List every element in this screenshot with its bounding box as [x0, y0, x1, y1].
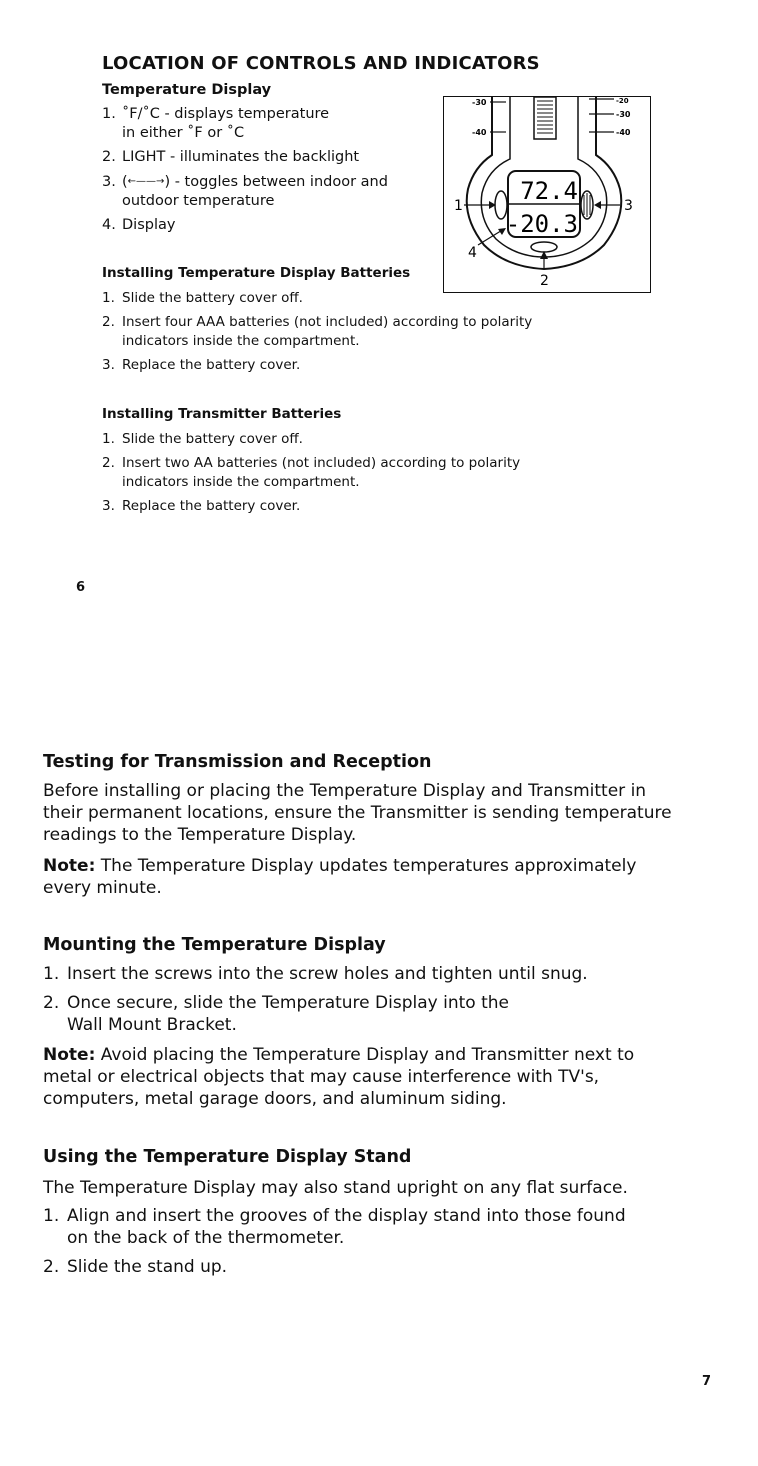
list-item: 1. Slide the battery cover off.	[102, 431, 303, 447]
stand-heading: Using the Temperature Display Stand	[43, 1147, 412, 1167]
testing-body: Before installing or placing the Temperature Display and Transmitter in their permanent locations, ensure the Transmitter is sending temperature readings to the Temperature Display.	[43, 781, 672, 845]
callout-1: 1	[454, 198, 463, 214]
testing-note: Note: The Temperature Display updates temperatures approximately every minute.	[43, 856, 637, 898]
thermometer-illustration	[444, 97, 650, 292]
page-title: LOCATION OF CONTROLS AND INDICATORS	[102, 53, 540, 74]
callout-2: 2	[540, 273, 549, 289]
mounting-note: Note: Avoid placing the Temperature Display and Transmitter next to metal or electrical objects that may cause interference with TV's, computers, metal garage doors, and aluminum siding.	[43, 1045, 635, 1109]
list-item: 4. Display	[102, 217, 176, 233]
mounting-heading: Mounting the Temperature Display	[43, 935, 386, 955]
scale-left-label: -30	[472, 98, 487, 107]
temp-display-list	[102, 105, 442, 235]
toggle-arrow-icon: ←——→	[127, 176, 165, 187]
list-item: 1. Insert the screws into the screw holes and tighten until snug.	[43, 964, 588, 984]
list-item: 1. ˚F/˚C - displays temperature in either ˚F or ˚C	[102, 106, 330, 141]
lcd-top-reading: 72.4	[520, 177, 578, 205]
list-item: 2. LIGHT - illuminates the backlight	[102, 149, 360, 165]
list-item: 3. Replace the battery cover.	[102, 357, 301, 373]
lcd-bottom-reading: -20.3	[505, 210, 578, 238]
thermometer-figure	[443, 96, 651, 293]
stand-body: The Temperature Display may also stand upright on any flat surface.	[43, 1178, 628, 1198]
list-item: 2. Slide the stand up.	[43, 1257, 228, 1277]
callout-4: 4	[468, 245, 477, 261]
scale-right-label: -40	[616, 128, 631, 137]
list-item: 3. Replace the battery cover.	[102, 498, 301, 514]
list-item: 3. (←——→) - toggles between indoor and outdoor temperature	[102, 174, 388, 209]
list-item: 1. Slide the battery cover off.	[102, 290, 303, 306]
list-item: 2. Insert four AAA batteries (not included) according to polarity indicators inside the compartment.	[102, 314, 533, 349]
page-number: 6	[76, 580, 86, 595]
testing-heading: Testing for Transmission and Reception	[43, 752, 432, 772]
callout-3: 3	[624, 198, 633, 214]
note-label: Note:	[43, 856, 96, 876]
display-batteries-list	[102, 289, 662, 375]
light-button	[531, 242, 557, 252]
display-batteries-heading: Installing Temperature Display Batteries	[102, 265, 411, 281]
transmitter-batteries-list	[102, 430, 662, 516]
list-item: 2. Once secure, slide the Temperature Display into the Wall Mount Bracket.	[43, 993, 509, 1035]
temp-display-heading: Temperature Display	[102, 82, 272, 98]
page-number: 7	[702, 1374, 712, 1389]
transmitter-batteries-heading: Installing Transmitter Batteries	[102, 406, 342, 422]
stand-list	[43, 1205, 683, 1278]
scale-right-label: -30	[616, 110, 631, 119]
list-item: 1. Align and insert the grooves of the display stand into those found on the back of the thermometer.	[43, 1206, 626, 1248]
mounting-list	[43, 963, 683, 1036]
note-label: Note:	[43, 1045, 96, 1065]
scale-right-label: -20	[616, 97, 629, 105]
list-item: 2. Insert two AA batteries (not included) according to polarity indicators inside the compartment.	[102, 455, 521, 490]
scale-left-label: -40	[472, 128, 487, 137]
scale-ticks	[537, 101, 553, 133]
